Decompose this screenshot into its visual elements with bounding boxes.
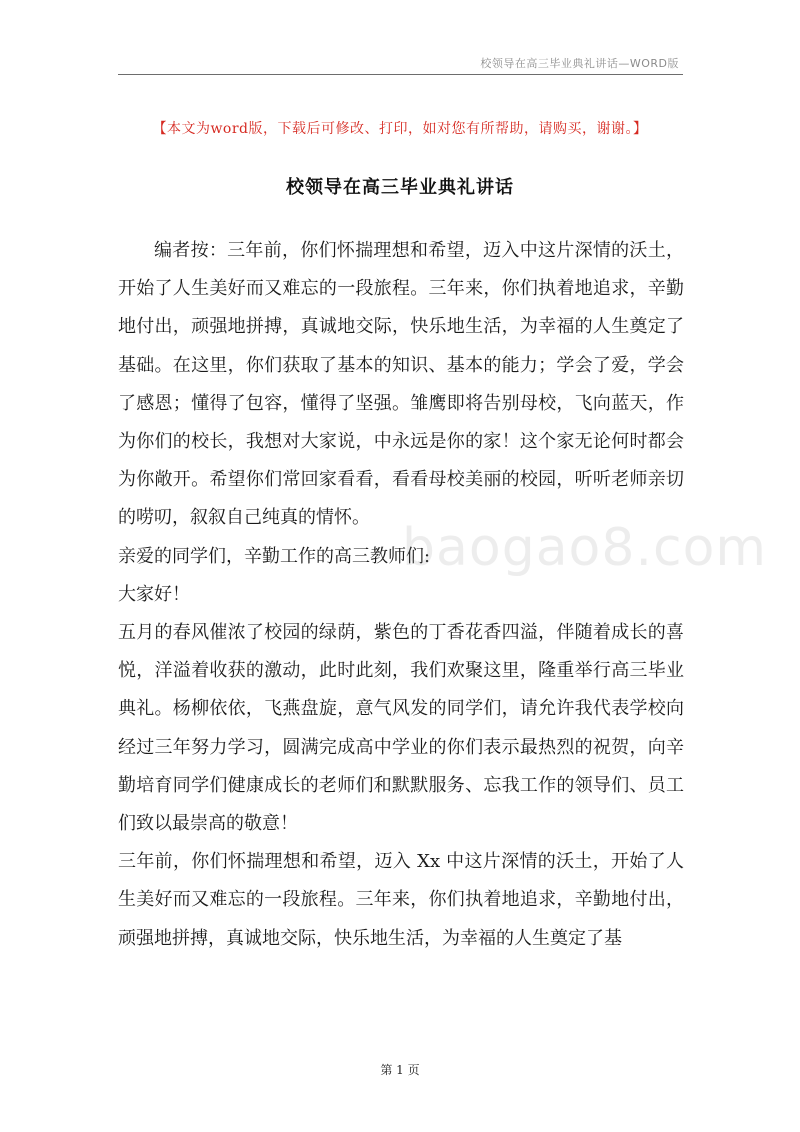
- editor-note-paragraph: 编者按：三年前，你们怀揣理想和希望，迈入中这片深情的沃土，开始了人生美好而又难忘的一段旅程。三年来，你们执着地追求，辛勤地付出，顽强地拼搏，真诚地交际，快乐地生活，为幸福的人生奠定了基础。在这里，你们获取了基本的知识、基本的能力；学会了爱，学会了感恩；懂得了包容，懂得了坚强。雏鹰即将告别母校，飞向蓝天，作为你们的校长，我想对大家说，中永远是你的家！这个家无论何时都会为你敞开。希望你们常回家看看，看看母校美丽的校园，听听老师亲切的唠叨，叙叙自己纯真的情怀。: [118, 240, 684, 529]
- page-number: 第 1 页: [380, 1063, 420, 1077]
- header-title: 校领导在高三毕业典礼讲话—WORD版: [480, 57, 679, 70]
- document-title: 校领导在高三毕业典礼讲话: [286, 177, 514, 198]
- body-paragraph: 五月的春风催浓了校园的绿荫，紫色的丁香花香四溢，伴随着成长的喜悦，洋溢着收获的激动，此时此刻，我们欢聚这里，隆重举行高三毕业典礼。杨柳依依，飞燕盘旋，意气风发的同学们，请允许我代表学校向经过三年努力学习，圆满完成高中学业的你们表示最热烈的祝贺，向辛勤培育同学们健康成长的老师们和默默服务、忘我工作的领导们、员工们致以最崇高的敬意！: [118, 622, 684, 835]
- greeting-paragraph: 大家好！: [118, 583, 190, 605]
- watermark: baogao8.com: [402, 518, 768, 578]
- document-body: [118, 232, 684, 958]
- page-header: [118, 52, 683, 75]
- salutation-paragraph: 亲爱的同学们，辛勤工作的高三教师们:: [118, 545, 431, 567]
- body-paragraph: 三年前，你们怀揣理想和希望，迈入 Xx 中这片深情的沃土，开始了人生美好而又难忘的一段旅程。三年来，你们执着地追求，辛勤地付出，顽强地拼搏，真诚地交际，快乐地生活，为幸福的人生奠定了基: [118, 851, 684, 949]
- word-version-notice: 【本文为word版，下载后可修改、打印，如对您有所帮助，请购买，谢谢。】: [152, 121, 648, 137]
